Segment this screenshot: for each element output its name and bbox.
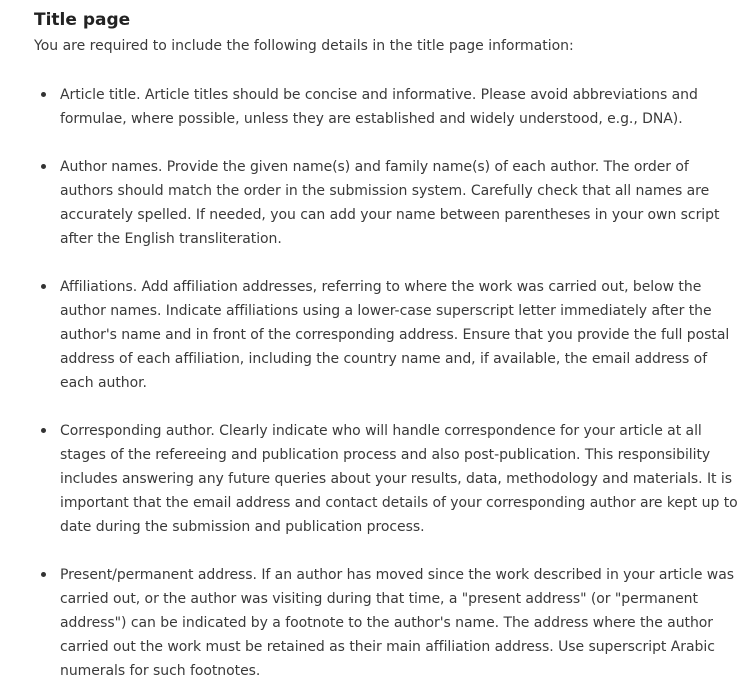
list-item-text: Corresponding author. Clearly indicate who will handle correspondence for your article at all stages of the refereeing and publication process and also post-publication. This responsibility includes answering any future queries about your results, data, methodology and materials. It is important that the email address and contact details of your corresponding author are kept up to date during the submission and publication process. [60, 423, 738, 535]
section-heading: Title page [34, 10, 131, 30]
section-intro: You are required to include the following details in the title page information: [34, 38, 574, 54]
list-item-author-names [34, 155, 740, 251]
bullet-icon [41, 92, 46, 97]
bullet-icon [41, 572, 46, 577]
list-item-text: Affiliations. Add affiliation addresses, referring to where the work was carried out, below the author names. Indicate affiliations using a lower-case superscript letter immediately after the author's name and in front of the corresponding address. Ensure that you provide the full postal address of each affiliation, including the country name and, if available, the email address of each author. [60, 279, 730, 391]
list-item-article-title [34, 83, 740, 131]
list-item-text: Article title. Article titles should be concise and informative. Please avoid abbreviations and formulae, where possible, unless they are established and widely understood, e.g., DNA). [60, 87, 698, 127]
title-page-section [34, 8, 738, 679]
list-item-corresponding-author [34, 419, 740, 539]
list-item-present-address [34, 563, 740, 683]
list-item-affiliations [34, 275, 740, 395]
bullet-icon [41, 284, 46, 289]
bullet-icon [41, 428, 46, 433]
list-item-text: Author names. Provide the given name(s) and family name(s) of each author. The order of authors should match the order in the submission system. Carefully check that all names are accurately spelled. If needed, you can add your name between parentheses in your own script after the English transliteration. [60, 159, 720, 247]
list-item-text: Present/permanent address. If an author has moved since the work described in your article was carried out, or the author was visiting during that time, a "present address" (or "permanent address") can be indicated by a footnote to the author's name. The address where the author carried out the work must be retained as their main affiliation address. Use superscript Arabic numerals for such footnotes. [60, 567, 734, 679]
bullet-icon [41, 164, 46, 169]
